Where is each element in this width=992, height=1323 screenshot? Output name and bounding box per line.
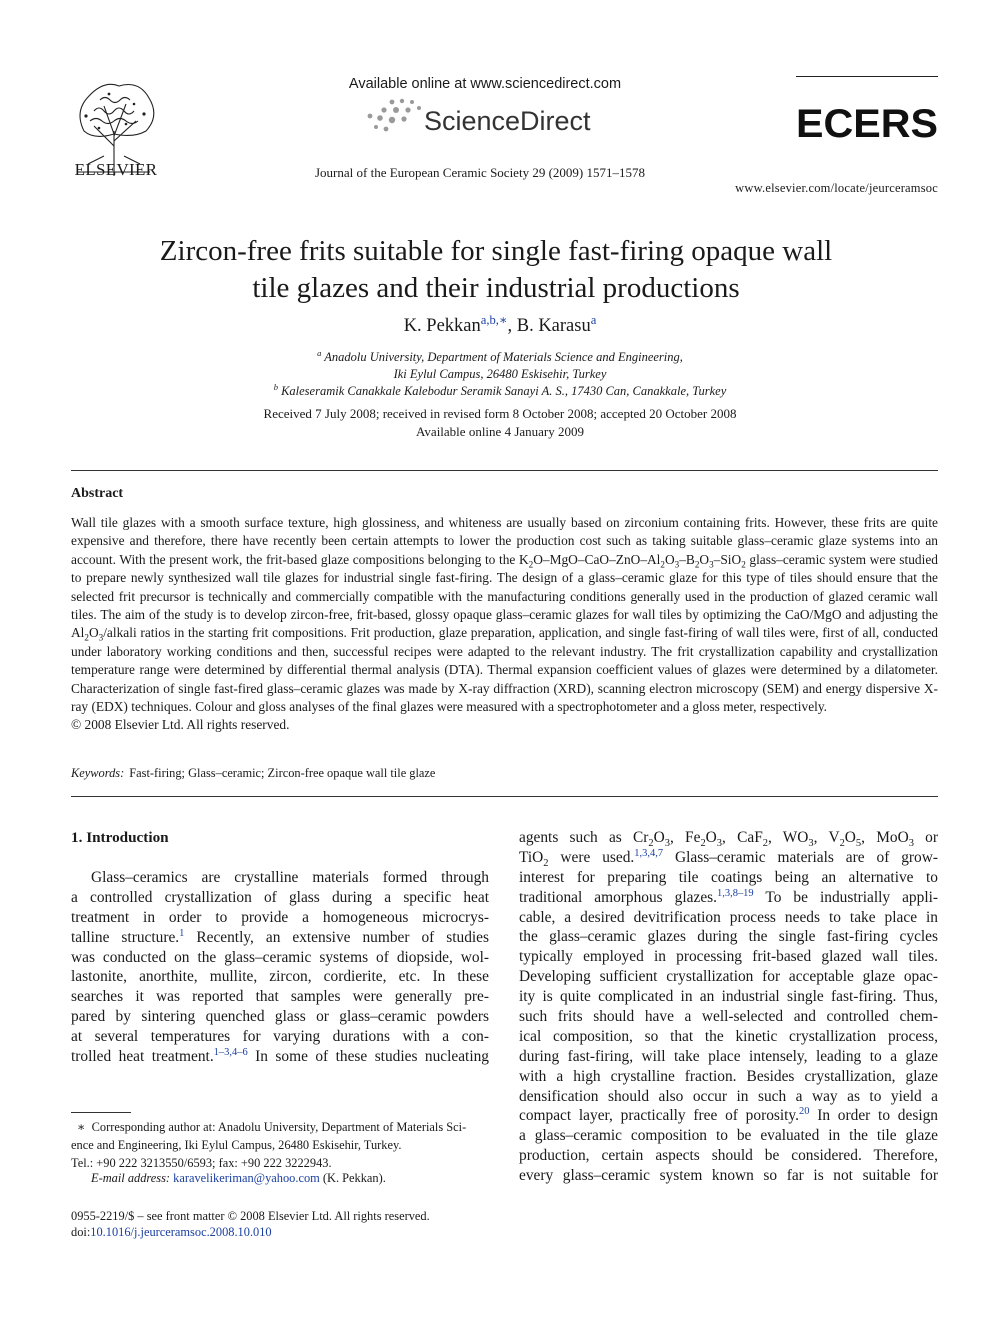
- text-line: was conducted on the glass–ceramic systems of diopside, wol-: [71, 948, 489, 966]
- subscript: 2: [741, 559, 746, 570]
- text-line: during fast-firing, will take place intensely, leading to a glaze: [519, 1047, 938, 1065]
- text-line: ical composition, so that the kinetic crystallization process,: [519, 1027, 938, 1045]
- affiliation-text: Kaleseramik Canakkale Kalebodur Seramik Sanayi A. S., 17430 Can, Canakkale, Turkey: [281, 384, 727, 398]
- abstract-top-rule: [71, 470, 938, 471]
- text-line: pared by sintering quenched glass or glass–ceramic powders: [71, 1008, 489, 1026]
- available-online-text: Available online at www.sciencedirect.com: [348, 76, 622, 92]
- subscript: 3: [674, 559, 680, 570]
- article-title: [96, 233, 896, 307]
- abstract-text-part: O: [699, 551, 710, 567]
- subscript: 3: [908, 838, 914, 850]
- email-label: E-mail address:: [91, 1171, 171, 1185]
- abstract-bottom-rule: [71, 796, 938, 797]
- text-line: a controlled crystallization of glass during a specific heat: [71, 888, 489, 906]
- citation-link[interactable]: 1–3,4–6: [213, 1046, 248, 1058]
- affiliation-b: [150, 381, 850, 399]
- text-part: , CaF: [722, 829, 763, 846]
- title-line: tile glazes and their industrial productions: [252, 272, 740, 304]
- subscript: 2: [694, 559, 700, 570]
- journal-homepage-url[interactable]: www.elsevier.com/locate/jeurceramsoc: [735, 181, 938, 195]
- abstract-text-part: O: [88, 625, 99, 641]
- email-owner: (K. Pekkan).: [319, 1171, 386, 1185]
- received-dates: Received 7 July 2008; received in revised form 8 October 2008; accepted 20 October 2008: [263, 406, 737, 421]
- publisher-name: ELSEVIER: [74, 160, 158, 179]
- text-line: lastonite, anorthite, mullite, zircon, cordierite, etc. In these: [71, 968, 489, 986]
- abstract-text-part: O: [664, 551, 675, 567]
- abstract-text-part: glass–ceramic system were studied to prepare newly synthesized wall tile glazes for industrial single fast-firing. The design of a glass–ceramic glaze for this type of tiles should ensure that the selected frit precursor is technically and commercially compatible with the manufacturing conditions generally used in the production of glazed ceramic wall tiles. The aim of the study is to develop zircon-free, frit-based, glossy opaque glass–ceramic glazes for wall tiles by optimizing the CaO/MgO and adjusting the Al: [71, 551, 938, 641]
- author-name[interactable]: B. Karasu: [516, 316, 591, 336]
- author-affiliation-marks[interactable]: a,b,∗: [480, 312, 508, 327]
- text-line: [71, 928, 489, 948]
- footnote-line: ence and Engineering, Iki Eylul Campus, 26480 Eskisehir, Turkey.: [71, 1138, 402, 1152]
- text-part: O: [653, 829, 665, 846]
- text-part: O: [844, 829, 856, 846]
- title-line: Zircon-free frits suitable for single fast-firing opaque wall: [159, 235, 833, 267]
- text-line: typically employed in processing frit-based glazed wall tiles.: [519, 948, 938, 966]
- subscript: 2: [762, 838, 768, 850]
- text-part: compact layer, practically free of porosity.: [519, 1107, 799, 1125]
- text-line: production, certain aspects should be considered. Therefore,: [519, 1147, 938, 1165]
- text-part: or: [913, 829, 938, 846]
- left-column: [71, 868, 489, 1067]
- doi-line: [71, 1223, 272, 1241]
- abstract-text-part: –B: [679, 551, 695, 567]
- affiliation-mark: b: [273, 381, 278, 392]
- text-line: cable, a desired devitrification process needs to take place in: [519, 908, 938, 926]
- abstract-text-part: Wall tile glazes with a smooth surface texture, high glossiness, and whiteness are usually based on zirconium containing frits. However, these frits are quite expensive and therefore, there have recently been certain attempts to lower the production cost such as taking suitable glass–ceramic glaze systems into an account. With the present work, the frit-based glaze compositions belonging to the K: [71, 515, 938, 567]
- email-footnote: [91, 1169, 386, 1187]
- right-column: [519, 828, 938, 1186]
- text-line: every glass–ceramic system known so far is not suitable for: [519, 1167, 938, 1185]
- abstract-copyright: © 2008 Elsevier Ltd. All rights reserved.: [71, 717, 290, 733]
- text-line: Glass–ceramics are crystalline materials formed through: [91, 869, 489, 886]
- subscript: 2: [839, 838, 845, 850]
- affiliation-a: [150, 347, 850, 365]
- text-line: such frits should have a well-selected and controlled chem-: [519, 1008, 938, 1026]
- affiliation-mark: a: [317, 347, 322, 358]
- text-part: , Fe: [669, 829, 701, 846]
- text-part: agents such as Cr: [519, 829, 649, 846]
- subscript: 2: [648, 838, 654, 850]
- author-list: [200, 312, 800, 337]
- affiliation-text: Anadolu University, Department of Materials Science and Engineering,: [324, 350, 683, 364]
- citation-link[interactable]: 1,3,4,7: [634, 847, 664, 859]
- keywords-list: Fast-firing; Glass–ceramic; Zircon-free opaque wall tile glaze: [129, 766, 436, 780]
- text-part: were used.: [548, 848, 635, 866]
- text-part: traditional amorphous glazes.: [519, 888, 717, 906]
- text-line: [519, 828, 938, 848]
- footnote-text: Corresponding author at: Anadolu University, Department of Materials Sci-: [91, 1120, 467, 1134]
- text-part: Glass–ceramic materials are of grow-: [663, 848, 938, 866]
- text-line: interest for preparing tile coatings being an alternative to: [519, 868, 938, 886]
- abstract-body: [71, 514, 938, 735]
- footnote-line: [71, 1118, 489, 1136]
- footnote-star: ∗: [77, 1120, 86, 1134]
- subscript: 3: [98, 633, 104, 644]
- text-line: at several temperatures for varying durations with a con-: [71, 1028, 489, 1046]
- text-line: Developing sufficient crystallization for acceptable glaze opac-: [519, 968, 938, 986]
- affiliation-a-continued: Iki Eylul Campus, 26480 Eskisehir, Turkey: [393, 367, 607, 381]
- doi-label: doi:: [71, 1225, 91, 1239]
- doi-link[interactable]: 10.1016/j.jeurceramsoc.2008.10.010: [90, 1225, 272, 1239]
- text-part: In order to design: [809, 1107, 938, 1125]
- text-line: [519, 848, 938, 868]
- keywords-label: Keywords:: [71, 766, 125, 780]
- text-line: with a high crystalline fraction. Besides crystallization, glaze: [519, 1067, 938, 1085]
- subscript: 3: [808, 838, 814, 850]
- subscript: 5: [855, 838, 862, 850]
- citation-link[interactable]: 20: [798, 1106, 810, 1118]
- text-part: O: [705, 829, 717, 846]
- subscript: 3: [716, 838, 723, 850]
- citation-link[interactable]: 1: [179, 927, 185, 939]
- subscript: 3: [709, 559, 714, 570]
- section-heading-introduction: 1. Introduction: [71, 829, 169, 846]
- abstract-heading: Abstract: [71, 486, 124, 501]
- issn-line: 0955-2219/$ – see front matter © 2008 Elsevier Ltd. All rights reserved.: [71, 1209, 430, 1223]
- subscript: 2: [543, 857, 549, 869]
- text-part: , V: [813, 829, 840, 846]
- text-line: treatment in order to provide a homogeneous microcrys-: [71, 908, 489, 926]
- keywords: [71, 766, 435, 781]
- corresponding-author-footnote: [71, 1118, 489, 1172]
- text-line: [519, 1106, 938, 1126]
- abstract-text-part: –SiO: [713, 551, 742, 567]
- author-name[interactable]: K. Pekkan: [403, 316, 481, 336]
- subscript: 3: [664, 838, 670, 850]
- text-part: Recently, an extensive number of studies: [184, 928, 489, 946]
- text-line: ity is quite complicated in an industrial single fast-firing. Thus,: [519, 988, 938, 1006]
- sciencedirect-logo: [364, 96, 604, 140]
- text-line: searches it was reported that samples were generally pre-: [71, 988, 489, 1006]
- author-separator: ,: [507, 316, 517, 336]
- ecers-wordmark: ECERS: [796, 104, 938, 144]
- footnote-line: Tel.: +90 222 3213550/6593; fax: +90 222 3222943.: [71, 1156, 332, 1170]
- text-line: [71, 1047, 489, 1067]
- abstract-text-part: O–MgO–CaO–ZnO–Al: [533, 551, 661, 567]
- subscript: 2: [528, 559, 534, 570]
- journal-citation: Journal of the European Ceramic Society 29 (2009) 1571–1578: [315, 165, 645, 180]
- text-part: , WO: [767, 829, 809, 846]
- text-line: [519, 888, 938, 908]
- text-line: densification should also occur in such a way as to yield a: [519, 1087, 938, 1105]
- abstract-text-part: /alkali ratios in the starting frit compositions. Frit production, glaze preparation, application, and single fast-firing of wall tiles were, first of all, conducted under laboratory working conditions and then, successful recipes were adapted to the relevant industry. The frit crystallization capability and crystallization temperature range were determined by differential thermal analysis (DTA). Thermal expansion coefficient values of glazes were determined by a dilatometer. Characterization of single fast-fired glass–ceramic glazes was made by X-ray diffraction (XRD), scanning electron microscopy (SEM) and energy dispersive X-ray (EDX) techniques. Colour and gloss analyses of the final glazes were measured with a spectrophotometer and a gloss meter, respectively.: [71, 625, 938, 715]
- footnote-rule: [71, 1112, 131, 1113]
- sciencedirect-dots-icon: [368, 99, 421, 132]
- text-part: talline structure.: [71, 928, 180, 946]
- citation-link[interactable]: 1,3,8–19: [717, 887, 754, 899]
- available-online-date: Available online 4 January 2009: [416, 424, 584, 439]
- subscript: 2: [84, 633, 89, 644]
- text-part: To be industrially appli-: [753, 888, 938, 906]
- header-rule: [796, 76, 938, 77]
- email-link[interactable]: karavelikeriman@yahoo.com: [173, 1171, 320, 1185]
- author-affiliation-marks[interactable]: a: [590, 312, 597, 327]
- text-line: the glass–ceramic glazes during the single fast-firing cycles: [519, 928, 938, 946]
- text-line: a glass–ceramic composition to be evaluated in the tile glaze: [519, 1127, 938, 1145]
- sciencedirect-wordmark: ScienceDirect: [424, 106, 591, 136]
- subscript: 2: [660, 559, 665, 570]
- ecers-society-logo: [796, 104, 938, 144]
- text-part: , MoO: [861, 829, 909, 846]
- subscript: 2: [700, 838, 706, 850]
- text-part: TiO: [519, 848, 544, 866]
- text-part: In some of these studies nucleating: [247, 1048, 489, 1066]
- abstract-text: [71, 514, 938, 716]
- text-part: trolled heat treatment.: [71, 1048, 214, 1066]
